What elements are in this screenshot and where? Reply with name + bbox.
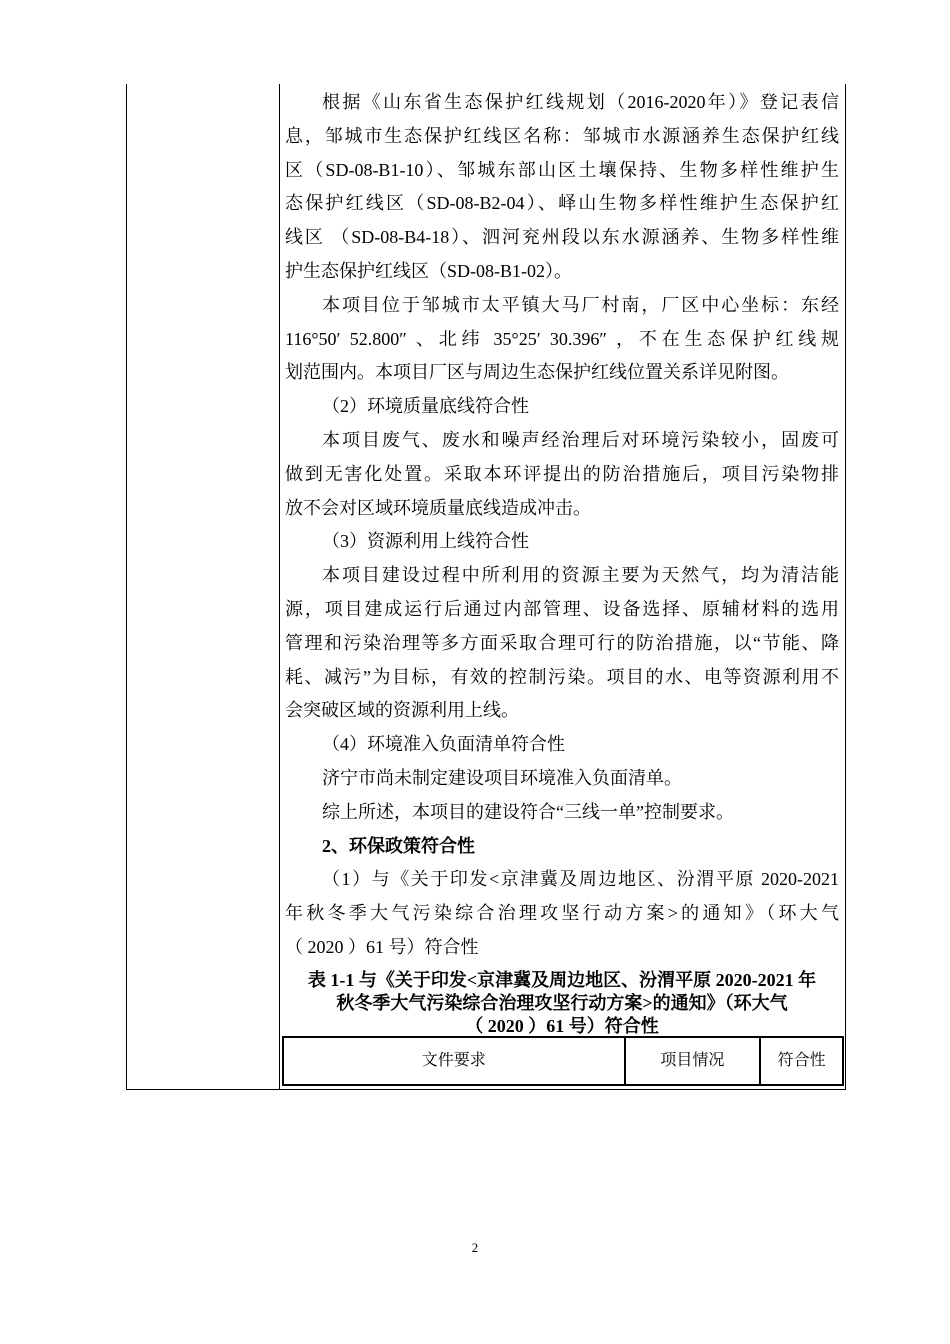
text-line: （2）环境质量底线符合性 <box>322 396 529 417</box>
paragraph <box>285 830 839 864</box>
table-caption <box>285 969 839 1038</box>
text-line: 放不会对区域环境质量底线造成冲击。 <box>285 497 591 518</box>
text-line: （ 2020 ）61 号）符合性 <box>285 936 479 957</box>
paragraph <box>285 289 839 390</box>
text-line: 本项目位于邹城市太平镇大马厂村南，厂区中心坐标：东经 <box>322 294 839 315</box>
paragraph <box>285 424 839 525</box>
caption-line: 表 1-1 与《关于印发<京津冀及周边地区、汾渭平原 2020-2021 年 <box>307 969 817 990</box>
text-line: 划范围内。本项目厂区与周边生态保护红线位置关系详见附图。 <box>285 362 789 383</box>
table-header-cell: 文件要求 <box>283 1037 625 1085</box>
text-line: 做到无害化处置。采取本环评提出的防治措施后，项目污染物排 <box>285 463 839 484</box>
column-divider <box>279 84 280 1089</box>
text-line: 区（SD-08-B1-10）、邹城东部山区土壤保持、生物多样性维护生 <box>285 159 839 180</box>
page-number: 2 <box>471 1240 479 1255</box>
caption-line: 秋冬季大气污染综合治理攻坚行动方案>的通知》（环大气 <box>336 992 788 1013</box>
paragraph <box>285 728 839 762</box>
paragraph <box>285 796 839 830</box>
text-line: 济宁市尚未制定建设项目环境准入负面清单。 <box>322 767 682 788</box>
text-line: 线区 （SD-08-B4-18）、泗河兖州段以东水源涵养、生物多样性维 <box>285 227 839 248</box>
text-line: 根据《山东省生态保护红线规划（2016-2020年）》登记表信 <box>322 92 839 112</box>
content-cell <box>285 86 839 1086</box>
text-line: 本项目废气、废水和噪声经治理后对环境污染较小，固废可 <box>322 429 839 450</box>
text-line: 年秋冬季大气污染综合治理攻坚行动方案>的通知》（环大气 <box>285 903 839 924</box>
compliance-table <box>282 1036 844 1086</box>
text-line: 会突破区域的资源利用上线。 <box>285 700 519 721</box>
text-line: 态保护红线区（SD-08-B2-04）、峄山生物多样性维护生态保护红 <box>285 193 839 214</box>
text-line: （4）环境准入负面清单符合性 <box>322 734 565 755</box>
text-line: （3）资源利用上线符合性 <box>322 531 529 552</box>
text-line: 本项目建设过程中所利用的资源主要为天然气，均为清洁能 <box>322 565 839 586</box>
paragraph <box>285 863 839 964</box>
text-line: 综上所述，本项目的建设符合“三线一单”控制要求。 <box>322 801 734 822</box>
text-line: 2、环保政策符合性 <box>322 835 475 856</box>
text-line: 息，邹城市生态保护红线区名称：邹城市水源涵养生态保护红线 <box>285 125 839 146</box>
text-line: （1）与《关于印发<京津冀及周边地区、汾渭平原 2020-2021 <box>322 869 839 890</box>
table-header-row <box>283 1037 843 1085</box>
outer-table <box>126 84 846 1090</box>
text-line: 护生态保护红线区（SD-08-B1-02）。 <box>285 260 572 281</box>
caption-line: （ 2020 ）61 号）符合性 <box>465 1015 659 1036</box>
text-line: 管理和污染治理等多方面采取合理可行的防治措施，以“节能、降 <box>285 632 839 653</box>
paragraph <box>285 86 839 289</box>
paragraph <box>285 525 839 559</box>
paragraph <box>285 559 839 728</box>
text-line: 源，项目建成运行后通过内部管理、设备选择、原辅材料的选用 <box>285 598 839 619</box>
paragraph <box>285 390 839 424</box>
paragraph <box>285 762 839 796</box>
table-header-cell: 符合性 <box>760 1037 843 1085</box>
text-line: 116°50′ 52.800″ 、北纬 35°25′ 30.396″ ，不在生态保护红线规 <box>285 328 839 349</box>
table-header-cell: 项目情况 <box>625 1037 761 1085</box>
text-line: 耗、减污”为目标，有效的控制污染。项目的水、电等资源利用不 <box>285 666 839 687</box>
